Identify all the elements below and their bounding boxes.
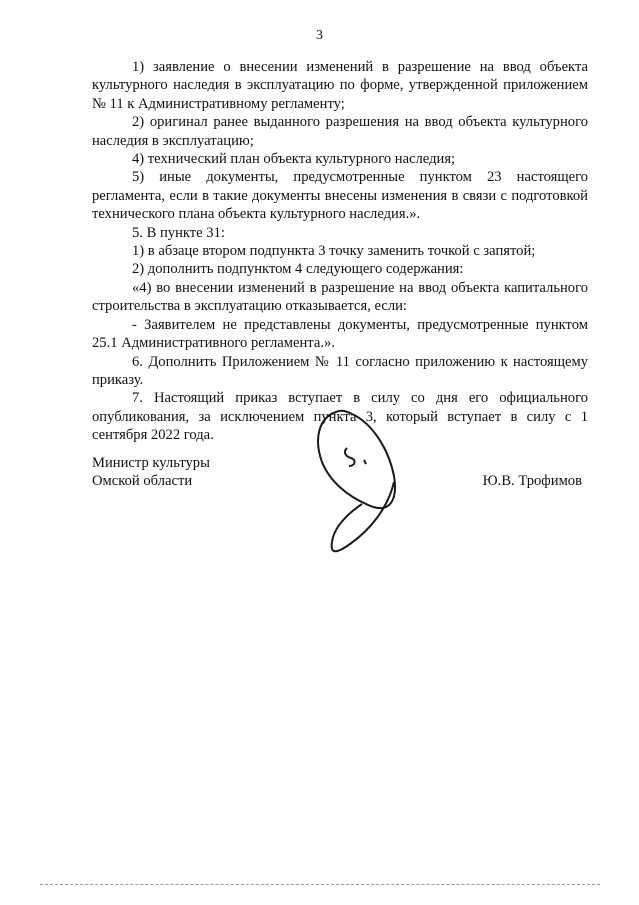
paragraph-dash-item: - Заявителем не представлены документы, предусмотренные пунктом 25.1 Административного регламента.». <box>92 316 588 352</box>
paragraph-item-4: 4) технический план объекта культурного наследия; <box>132 151 456 168</box>
paragraph-item-1: 1) заявление о внесении изменений в разрешение на ввод объекта культурного наследия в эксплуатацию по форме, утвержденной приложением № 11 к Административному регламенту; <box>92 59 588 112</box>
paragraph-clause-7: 7. Настоящий приказ вступает в силу со дня его официального опубликования, за исключением пункта 3, который вступает в силу с 1 сентября 2022 года. <box>92 390 588 444</box>
paragraph-clause-6: 6. Дополнить Приложением № 11 согласно приложению к настоящему приказу. <box>92 353 588 388</box>
page-number: 3 <box>316 28 323 43</box>
paragraph-subclause-2: 2) дополнить подпунктом 4 следующего содержания: <box>132 261 464 278</box>
signatory-position <box>92 454 292 491</box>
paragraph-clause-5: 5. В пункте 31: <box>132 224 225 241</box>
paragraph-quoted-subclause-4: «4) во внесении изменений в разрешение на ввод объекта капитального строительства в эксплуатацию отказывается, если: <box>92 279 588 315</box>
document-body <box>92 58 588 445</box>
paragraph-item-5: 5) иные документы, предусмотренные пунктом 23 настоящего регламента, если в такие документы внесены изменения в связи с подготовкой технического плана объекта культурного наследия.». <box>92 169 588 223</box>
signatory-name: Ю.В. Трофимов <box>482 473 582 489</box>
paragraph-subclause-1: 1) в абзаце втором подпункта 3 точку заменить точкой с запятой; <box>132 243 536 260</box>
bottom-rule <box>40 884 600 885</box>
handwritten-signature <box>300 404 410 564</box>
signatory-position-line-1: Министр культуры <box>92 455 210 471</box>
paragraph-item-2: 2) оригинал ранее выданного разрешения на ввод объекта культурного наследия в эксплуатацию; <box>92 114 588 149</box>
signatory-position-line-2: Омской области <box>92 473 193 490</box>
